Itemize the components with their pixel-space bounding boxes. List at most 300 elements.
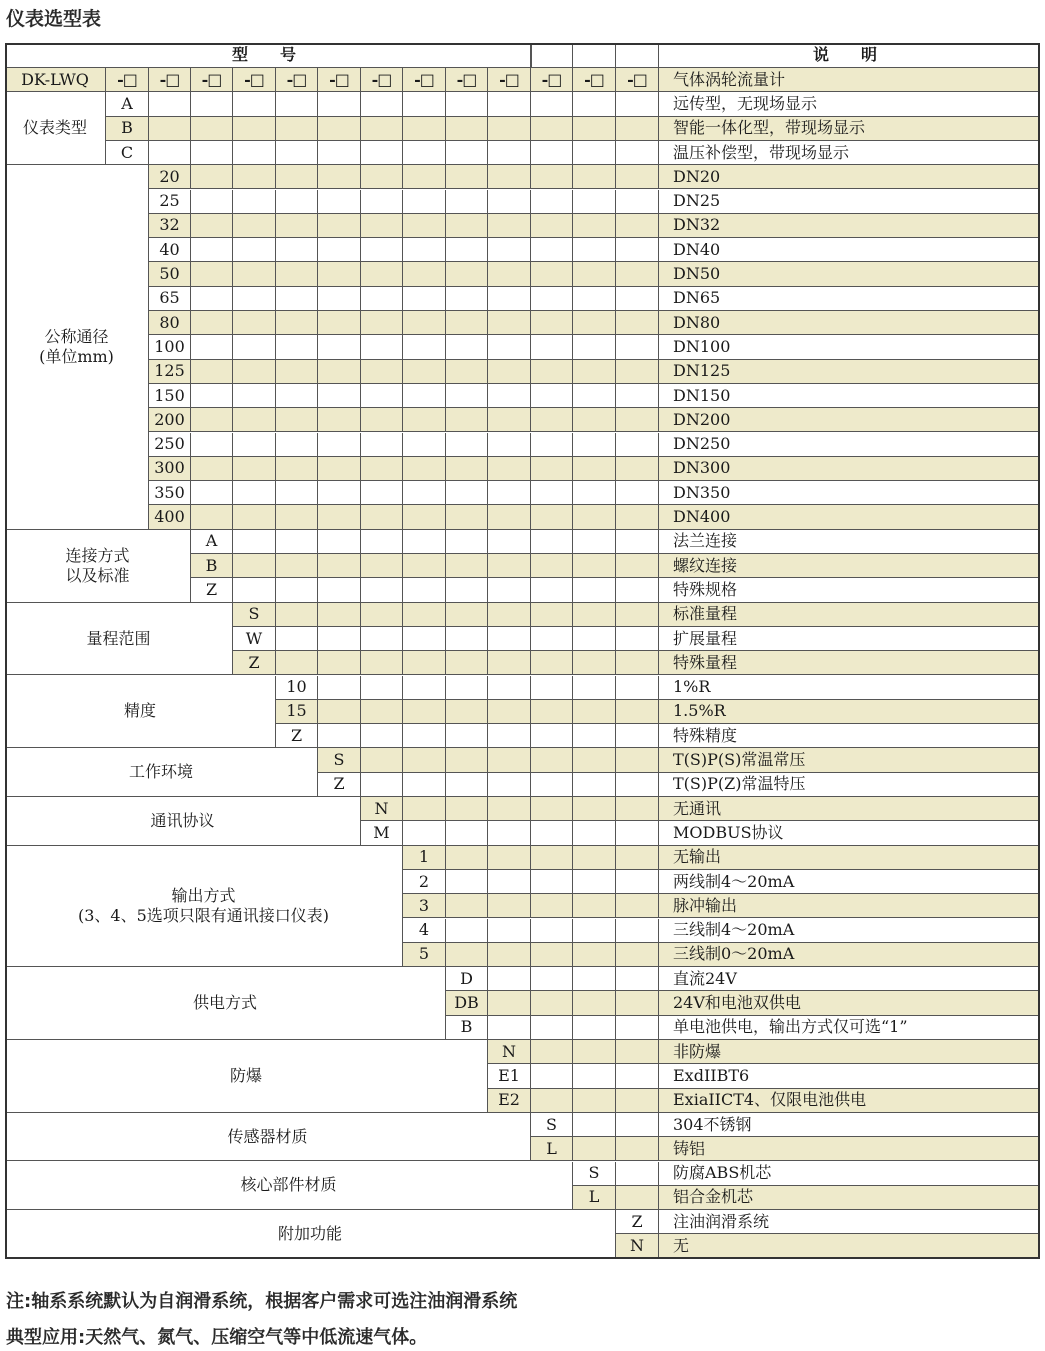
option-description: 无 (659, 1234, 1040, 1258)
blank-cell (446, 797, 488, 821)
blank-cell (446, 627, 488, 651)
blank-cell (276, 311, 318, 335)
group-label-text: 传感器材质 (227, 1126, 308, 1146)
blank-cell (403, 165, 446, 189)
blank-cell (361, 773, 403, 797)
option-code: 300 (149, 457, 191, 481)
blank-cell (531, 335, 573, 359)
blank-cell (573, 1137, 616, 1161)
blank-cell (531, 92, 573, 116)
option-description: 法兰连接 (659, 530, 1040, 554)
option-code: L (573, 1186, 616, 1210)
blank-cell (616, 1016, 659, 1040)
option-code: 1 (403, 846, 446, 870)
blank-cell (233, 408, 276, 432)
blank-cell (403, 578, 446, 602)
blank-cell (276, 287, 318, 311)
blank-cell (318, 214, 361, 238)
header-blank (488, 43, 531, 68)
option-code: A (106, 92, 149, 116)
blank-cell (616, 943, 659, 967)
blank-cell (573, 773, 616, 797)
blank-cell (403, 821, 446, 845)
blank-cell (488, 943, 531, 967)
blank-cell (531, 311, 573, 335)
group-label (5, 846, 403, 968)
group-label (5, 1162, 573, 1211)
blank-cell (531, 578, 573, 602)
blank-cell (573, 724, 616, 748)
blank-cell (531, 748, 573, 772)
group-label-text: 输出方式 (171, 885, 236, 905)
blank-cell (573, 165, 616, 189)
blank-cell (276, 262, 318, 286)
blank-cell (616, 846, 659, 870)
blank-cell (403, 408, 446, 432)
blank-cell (573, 92, 616, 116)
blank-cell (361, 627, 403, 651)
blank-cell (191, 457, 233, 481)
blank-cell (573, 700, 616, 724)
blank-cell (616, 603, 659, 627)
blank-cell (573, 894, 616, 918)
option-description: 铝合金机芯 (659, 1186, 1040, 1210)
blank-cell (488, 919, 531, 943)
blank-cell (573, 384, 616, 408)
blank-cell (488, 141, 531, 165)
header-blank (616, 43, 659, 68)
blank-cell (318, 287, 361, 311)
blank-cell (318, 457, 361, 481)
group-label-text: 精度 (123, 701, 156, 721)
blank-cell (488, 676, 531, 700)
blank-cell (616, 1186, 659, 1210)
blank-cell (616, 92, 659, 116)
blank-cell (403, 311, 446, 335)
blank-cell (488, 433, 531, 457)
blank-cell (616, 1162, 659, 1186)
option-description: 螺纹连接 (659, 554, 1040, 578)
blank-cell (361, 214, 403, 238)
blank-cell (361, 335, 403, 359)
blank-cell (233, 335, 276, 359)
blank-cell (531, 797, 573, 821)
option-code: 80 (149, 311, 191, 335)
blank-cell (446, 141, 488, 165)
option-description: DN20 (659, 165, 1040, 189)
blank-cell (403, 384, 446, 408)
blank-cell (361, 311, 403, 335)
model-segment: -□ (276, 68, 318, 92)
blank-cell (531, 870, 573, 894)
blank-cell (233, 360, 276, 384)
option-code: D (446, 967, 488, 991)
blank-cell (403, 530, 446, 554)
blank-cell (318, 530, 361, 554)
blank-cell (318, 578, 361, 602)
blank-cell (616, 1040, 659, 1064)
model-segment: -□ (233, 68, 276, 92)
group-label (5, 1113, 531, 1162)
blank-cell (488, 287, 531, 311)
model-description: 气体涡轮流量计 (659, 68, 1040, 92)
option-description: 铸铝 (659, 1137, 1040, 1161)
option-code: 40 (149, 238, 191, 262)
blank-cell (361, 384, 403, 408)
blank-cell (531, 773, 573, 797)
option-description: T(S)P(S)常温常压 (659, 748, 1040, 772)
option-description: DN300 (659, 457, 1040, 481)
blank-cell (531, 141, 573, 165)
option-description: 扩展量程 (659, 627, 1040, 651)
blank-cell (191, 238, 233, 262)
blank-cell (616, 190, 659, 214)
blank-cell (446, 603, 488, 627)
blank-cell (446, 651, 488, 675)
blank-cell (446, 457, 488, 481)
group-label-text: 附加功能 (277, 1223, 342, 1243)
option-code: Z (276, 724, 318, 748)
blank-cell (446, 505, 488, 529)
blank-cell (361, 408, 403, 432)
option-description: DN50 (659, 262, 1040, 286)
blank-cell (488, 1016, 531, 1040)
blank-cell (318, 165, 361, 189)
option-code: Z (191, 578, 233, 602)
blank-cell (531, 360, 573, 384)
blank-cell (233, 92, 276, 116)
blank-cell (573, 651, 616, 675)
blank-cell (191, 408, 233, 432)
blank-cell (191, 190, 233, 214)
blank-cell (488, 457, 531, 481)
blank-cell (488, 797, 531, 821)
blank-cell (616, 433, 659, 457)
blank-cell (616, 797, 659, 821)
option-description: 特殊规格 (659, 578, 1040, 602)
option-code: B (446, 1016, 488, 1040)
blank-cell (149, 141, 191, 165)
blank-cell (361, 505, 403, 529)
blank-cell (531, 530, 573, 554)
blank-cell (191, 505, 233, 529)
blank-cell (233, 578, 276, 602)
note-application: 典型应用:天然气、氮气、压缩空气等中低流速气体。 (6, 1327, 428, 1348)
blank-cell (191, 165, 233, 189)
blank-cell (446, 238, 488, 262)
option-code: 250 (149, 433, 191, 457)
group-label (5, 603, 233, 676)
blank-cell (616, 335, 659, 359)
blank-cell (233, 505, 276, 529)
blank-cell (446, 676, 488, 700)
blank-cell (573, 1064, 616, 1088)
blank-cell (616, 238, 659, 262)
blank-cell (233, 481, 276, 505)
blank-cell (403, 141, 446, 165)
blank-cell (531, 238, 573, 262)
blank-cell (488, 821, 531, 845)
blank-cell (361, 141, 403, 165)
option-code: 2 (403, 870, 446, 894)
blank-cell (276, 408, 318, 432)
blank-cell (233, 457, 276, 481)
blank-cell (616, 1089, 659, 1113)
option-description: 特殊精度 (659, 724, 1040, 748)
blank-cell (191, 214, 233, 238)
header-blank (531, 43, 573, 68)
blank-cell (446, 870, 488, 894)
option-description: 三线制0～20mA (659, 943, 1040, 967)
blank-cell (488, 335, 531, 359)
blank-cell (318, 505, 361, 529)
blank-cell (531, 457, 573, 481)
blank-cell (573, 967, 616, 991)
option-code: B (106, 117, 149, 141)
blank-cell (616, 481, 659, 505)
option-code: W (233, 627, 276, 651)
blank-cell (318, 603, 361, 627)
blank-cell (616, 748, 659, 772)
group-label (5, 676, 276, 749)
blank-cell (191, 433, 233, 457)
option-description: DN250 (659, 433, 1040, 457)
blank-cell (616, 1137, 659, 1161)
option-code: 32 (149, 214, 191, 238)
blank-cell (403, 773, 446, 797)
model-segment: -□ (573, 68, 616, 92)
blank-cell (361, 481, 403, 505)
blank-cell (446, 311, 488, 335)
blank-cell (233, 433, 276, 457)
blank-cell (318, 117, 361, 141)
blank-cell (488, 967, 531, 991)
blank-cell (573, 1089, 616, 1113)
blank-cell (361, 190, 403, 214)
blank-cell (446, 578, 488, 602)
blank-cell (616, 919, 659, 943)
blank-cell (361, 117, 403, 141)
blank-cell (318, 724, 361, 748)
blank-cell (276, 603, 318, 627)
blank-cell (573, 433, 616, 457)
blank-cell (488, 262, 531, 286)
blank-cell (488, 870, 531, 894)
blank-cell (318, 384, 361, 408)
blank-cell (403, 700, 446, 724)
option-code: 400 (149, 505, 191, 529)
blank-cell (446, 724, 488, 748)
blank-cell (573, 676, 616, 700)
blank-cell (531, 919, 573, 943)
blank-cell (446, 919, 488, 943)
group-label-text: (单位mm) (39, 346, 114, 366)
blank-cell (276, 627, 318, 651)
blank-cell (276, 384, 318, 408)
blank-cell (361, 457, 403, 481)
option-description: 特殊量程 (659, 651, 1040, 675)
blank-cell (616, 627, 659, 651)
blank-cell (403, 262, 446, 286)
blank-cell (446, 433, 488, 457)
option-code: 200 (149, 408, 191, 432)
blank-cell (233, 238, 276, 262)
blank-cell (276, 578, 318, 602)
option-code: S (573, 1162, 616, 1186)
blank-cell (446, 481, 488, 505)
blank-cell (403, 797, 446, 821)
blank-cell (403, 554, 446, 578)
option-description: 1.5%R (659, 700, 1040, 724)
blank-cell (446, 117, 488, 141)
blank-cell (573, 311, 616, 335)
blank-cell (616, 1064, 659, 1088)
option-description: 脉冲输出 (659, 894, 1040, 918)
option-description: 注油润滑系统 (659, 1210, 1040, 1234)
blank-cell (233, 214, 276, 238)
blank-cell (446, 360, 488, 384)
group-label-text: (3、4、5选项只限有通讯接口仪表) (77, 905, 330, 925)
blank-cell (276, 92, 318, 116)
table-frame-bottom (5, 1257, 1040, 1259)
blank-cell (616, 870, 659, 894)
blank-cell (573, 603, 616, 627)
blank-cell (616, 214, 659, 238)
blank-cell (403, 748, 446, 772)
blank-cell (276, 117, 318, 141)
option-code: 20 (149, 165, 191, 189)
blank-cell (446, 165, 488, 189)
blank-cell (573, 797, 616, 821)
blank-cell (233, 384, 276, 408)
blank-cell (616, 578, 659, 602)
option-code: S (531, 1113, 573, 1137)
blank-cell (318, 262, 361, 286)
blank-cell (276, 554, 318, 578)
blank-cell (616, 165, 659, 189)
option-code: DB (446, 991, 488, 1015)
blank-cell (531, 651, 573, 675)
blank-cell (573, 408, 616, 432)
blank-cell (531, 117, 573, 141)
option-description: 非防爆 (659, 1040, 1040, 1064)
option-code: 65 (149, 287, 191, 311)
blank-cell (488, 238, 531, 262)
blank-cell (616, 676, 659, 700)
header-model: 型 号 (5, 43, 532, 68)
blank-cell (276, 238, 318, 262)
blank-cell (446, 773, 488, 797)
option-description: DN40 (659, 238, 1040, 262)
blank-cell (276, 505, 318, 529)
blank-cell (531, 554, 573, 578)
blank-cell (233, 141, 276, 165)
option-description: DN100 (659, 335, 1040, 359)
blank-cell (403, 238, 446, 262)
blank-cell (276, 214, 318, 238)
blank-cell (616, 724, 659, 748)
blank-cell (403, 433, 446, 457)
blank-cell (573, 117, 616, 141)
blank-cell (573, 141, 616, 165)
option-description: 温压补偿型，带现场显示 (659, 141, 1040, 165)
table-frame-right (1038, 43, 1040, 1258)
option-code: E1 (488, 1064, 531, 1088)
blank-cell (233, 262, 276, 286)
blank-cell (276, 481, 318, 505)
blank-cell (318, 700, 361, 724)
blank-cell (488, 408, 531, 432)
blank-cell (361, 554, 403, 578)
option-code: Z (616, 1210, 659, 1234)
blank-cell (276, 190, 318, 214)
blank-cell (446, 554, 488, 578)
option-description: DN32 (659, 214, 1040, 238)
option-description: 无通讯 (659, 797, 1040, 821)
model-segment: -□ (488, 68, 531, 92)
blank-cell (403, 676, 446, 700)
blank-cell (361, 748, 403, 772)
group-label (5, 797, 361, 846)
blank-cell (361, 724, 403, 748)
blank-cell (573, 554, 616, 578)
blank-cell (573, 578, 616, 602)
blank-cell (531, 627, 573, 651)
blank-cell (616, 1113, 659, 1137)
blank-cell (403, 360, 446, 384)
option-description: DN65 (659, 287, 1040, 311)
blank-cell (191, 360, 233, 384)
blank-cell (318, 360, 361, 384)
blank-cell (573, 1040, 616, 1064)
option-description: DN200 (659, 408, 1040, 432)
blank-cell (573, 287, 616, 311)
blank-cell (488, 724, 531, 748)
model-segment: -□ (191, 68, 233, 92)
blank-cell (531, 1089, 573, 1113)
group-label-text: 核心部件材质 (240, 1175, 337, 1195)
option-code: 25 (149, 190, 191, 214)
blank-cell (488, 92, 531, 116)
blank-cell (616, 457, 659, 481)
blank-cell (446, 700, 488, 724)
blank-cell (446, 287, 488, 311)
option-description: 无输出 (659, 846, 1040, 870)
option-description: DN80 (659, 311, 1040, 335)
group-label-text: 公称通径 (44, 326, 109, 346)
blank-cell (573, 505, 616, 529)
option-description: DN150 (659, 384, 1040, 408)
blank-cell (488, 165, 531, 189)
group-label (5, 967, 446, 1040)
blank-cell (488, 360, 531, 384)
blank-cell (488, 748, 531, 772)
group-label (5, 92, 106, 165)
blank-cell (403, 651, 446, 675)
group-label (5, 165, 149, 530)
blank-cell (488, 554, 531, 578)
blank-cell (318, 141, 361, 165)
group-label (5, 1040, 488, 1113)
option-description: ExiaIICT4、仅限电池供电 (659, 1089, 1040, 1113)
model-segment: -□ (106, 68, 149, 92)
blank-cell (573, 190, 616, 214)
blank-cell (573, 943, 616, 967)
blank-cell (446, 335, 488, 359)
group-label (5, 748, 318, 797)
option-code: 3 (403, 894, 446, 918)
option-code: M (361, 821, 403, 845)
